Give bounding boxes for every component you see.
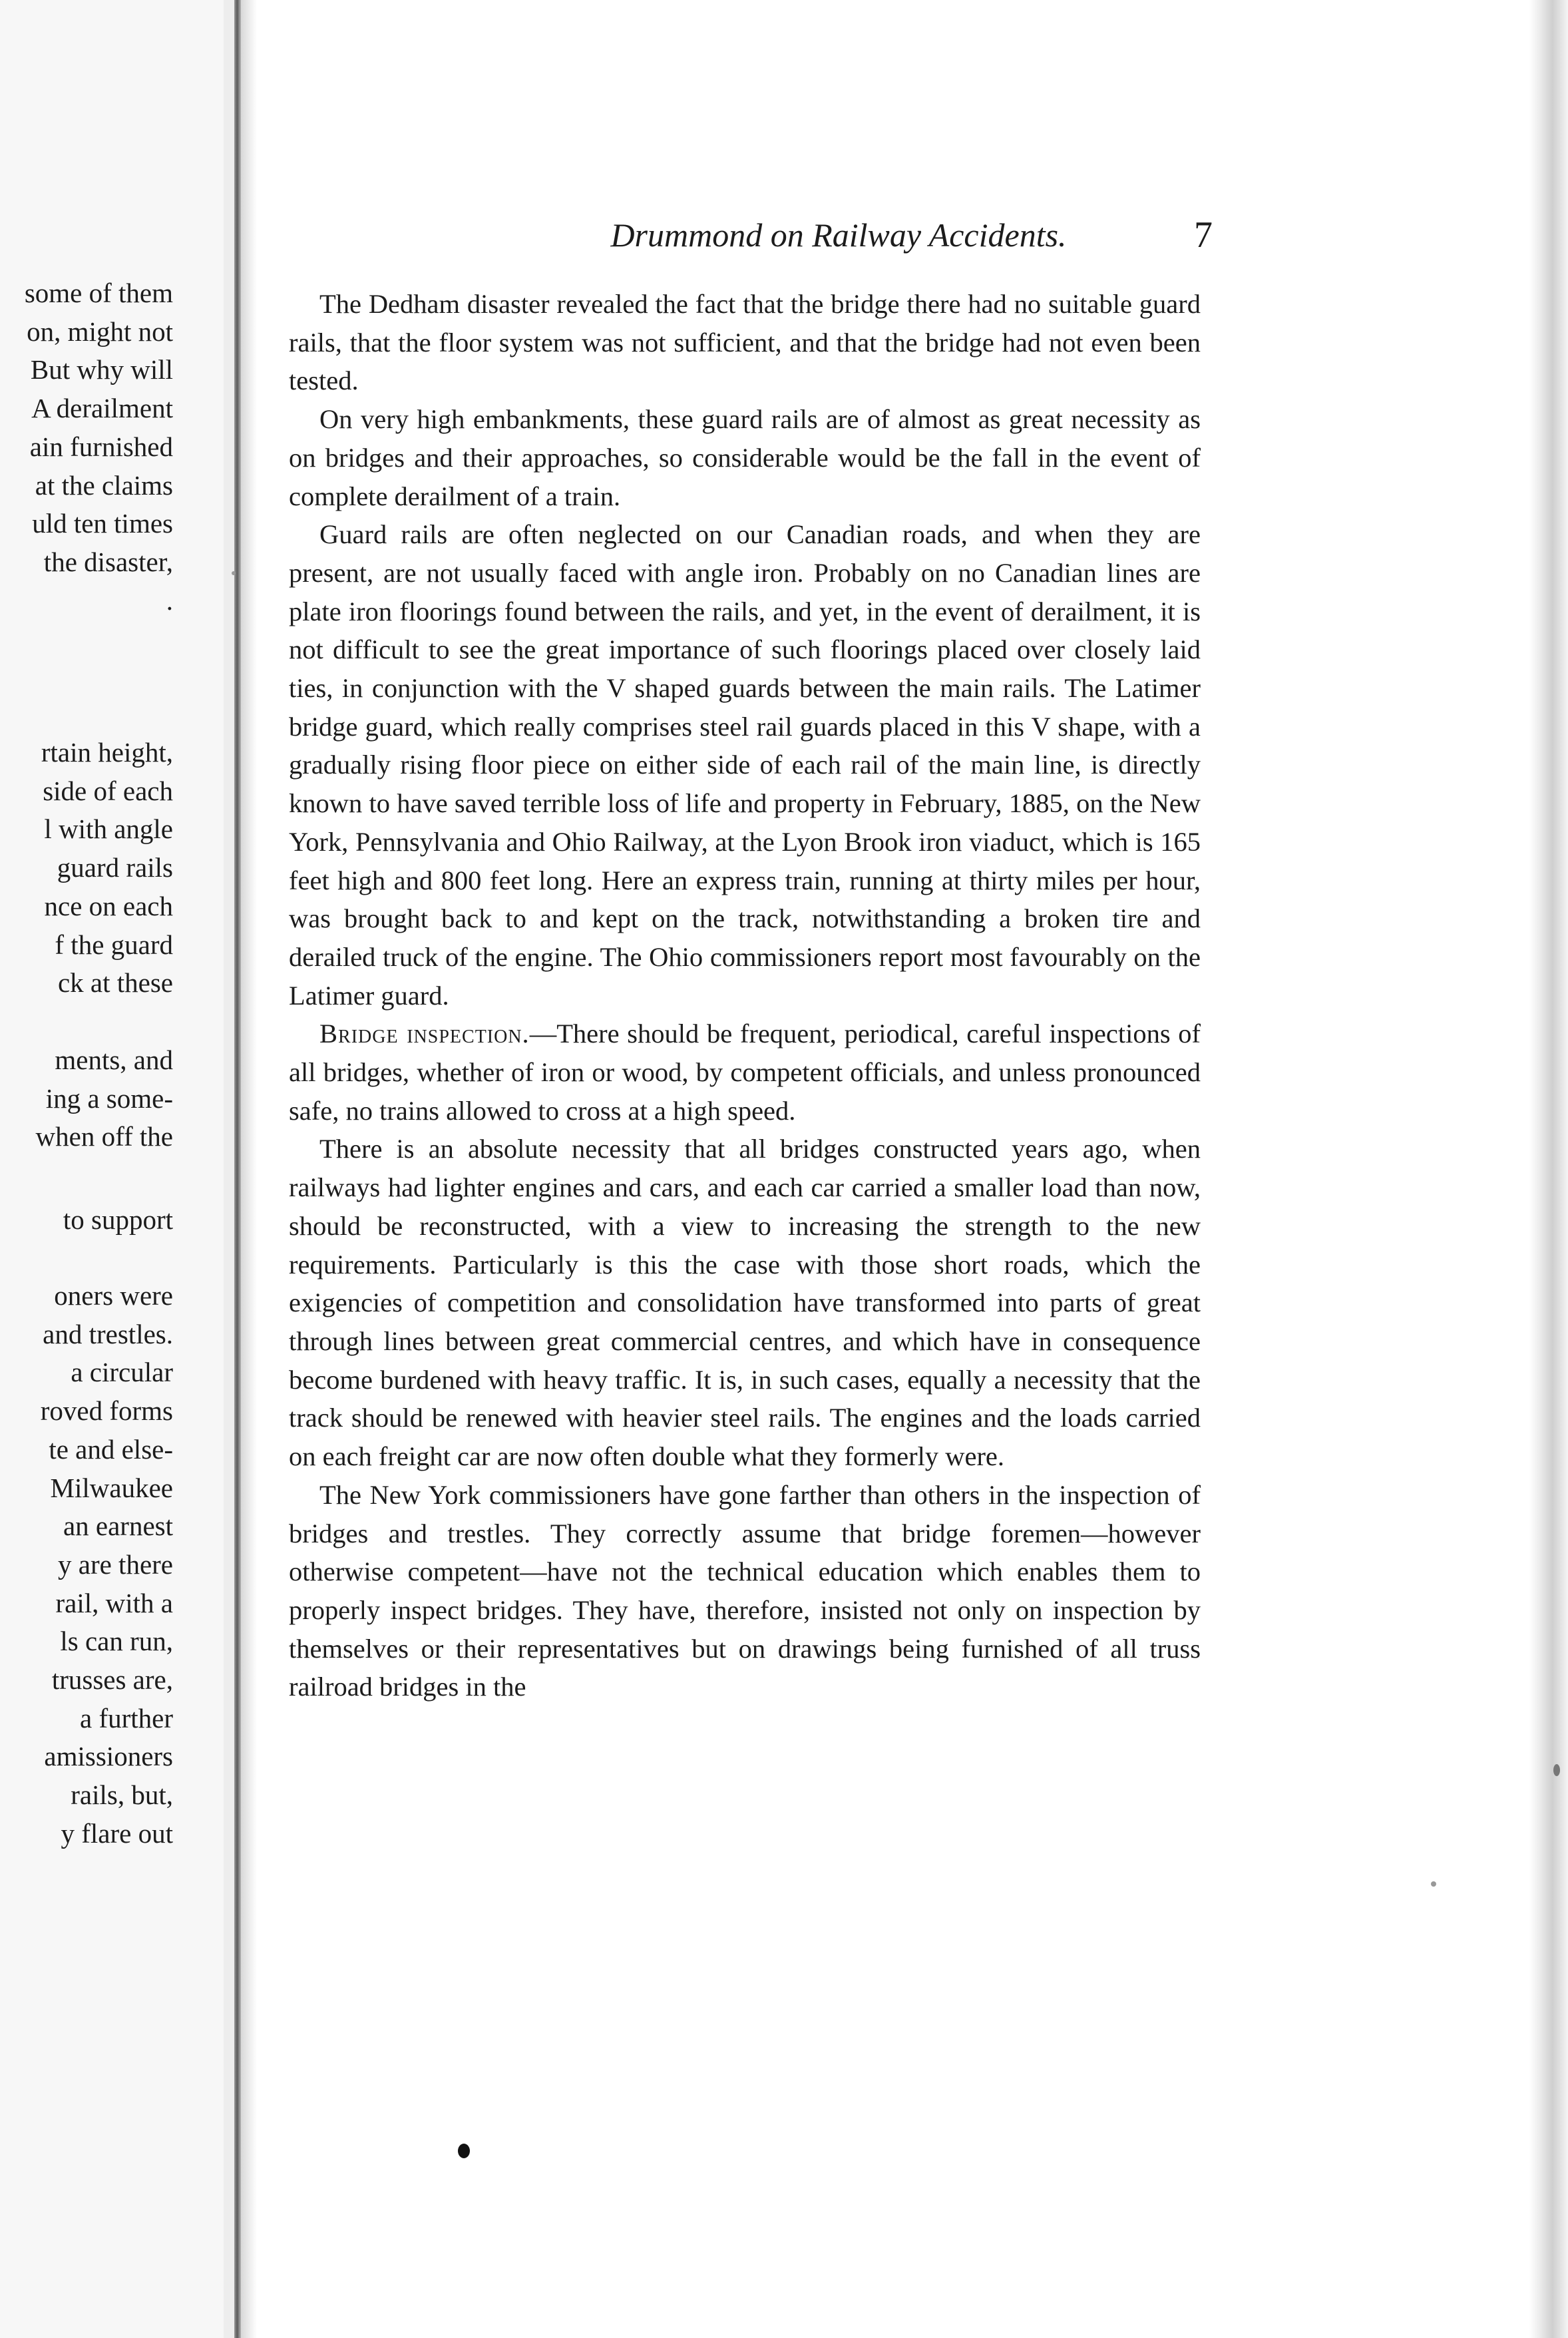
previous-page-line: side of each (43, 775, 173, 806)
scan-speck (1553, 1764, 1560, 1776)
previous-page-line: nce on each (44, 890, 173, 921)
previous-page-line: ing a some- (45, 1082, 173, 1114)
previous-page-line: when off the (35, 1121, 173, 1152)
previous-page-line: . (166, 584, 173, 616)
previous-page-line: But why will (30, 354, 173, 385)
previous-page-line: ck at these (57, 967, 173, 999)
previous-page-line: oners were (54, 1280, 173, 1311)
previous-page-line: roved forms (40, 1395, 173, 1427)
previous-page-line: y are there (58, 1548, 173, 1580)
previous-page-line: rail, with a (55, 1587, 173, 1618)
previous-page-line: the disaster, (43, 546, 173, 577)
gutter-shadow (241, 0, 257, 2338)
paragraph-text: —There should be frequent, periodical, careful inspections of all bridges, whether of iron or wood, by competent officials, and unless pronounced safe, no trains allowed to cross at a high speed. (289, 1019, 1201, 1126)
body-text (289, 285, 1201, 1706)
previous-page-line: at the claims (35, 469, 173, 501)
paragraph-new-york-commissioners: The New York commissioners have gone farther than others in the inspection of bridges and trestles. They correctly assume that bridge foremen—however otherwise competent—have not the technical education which enables them to properly inspect bridges. They have, therefore, insisted not only on inspection by themselves or their representatives but on drawings being furnished of all truss railroad bridges in the (289, 1479, 1201, 1702)
previous-page-line: a further (80, 1702, 173, 1734)
previous-page-line: Milwaukee (50, 1472, 173, 1503)
previous-page-line: l with angle (44, 814, 173, 845)
paragraph-embankments: On very high embankments, these guard rails are of almost as great necessity as on bridges and their approaches, so considerable would be the fall in the event of complete derailment of a train. (289, 404, 1201, 511)
running-title: Drummond on Railway Accidents. (610, 216, 1067, 254)
previous-page-fragment (0, 0, 224, 2338)
previous-page-line: on, might not (27, 316, 173, 347)
paragraph-reconstruction: There is an absolute necessity that all bridges constructed years ago, when railways had lighter engines and cars, and each car carried a smaller load than now, should be reconstructed, with a view to increasing the strength to the new requirements. Particularly is this the case with those short roads, which the exigencies of competition and consolidation have transformed into parts of great through lines between great commercial centres, and which have in consequence become burdened with heavy traffic. It is, in such cases, equally a necessity that the track should be renewed with heavier steel rails. The engines and the loads carried on each freight car are now often double what they formerly were. (289, 1134, 1201, 1472)
previous-page-line: a circular (71, 1357, 173, 1388)
previous-page-line: te and else- (49, 1433, 173, 1465)
previous-page-line: to support (63, 1204, 173, 1235)
section-heading: Bridge inspection. (319, 1019, 530, 1049)
previous-page-line: ls can run, (60, 1626, 173, 1657)
previous-page-line: ments, and (55, 1045, 173, 1075)
previous-page-line: guard rails (57, 852, 173, 883)
scan-speck (232, 571, 236, 575)
previous-page-line: y flare out (61, 1817, 173, 1849)
previous-page-line: rtain height, (41, 737, 173, 768)
previous-page-line: some of them (24, 278, 173, 308)
page-edge (1529, 0, 1568, 2338)
previous-page-line: A derailment (31, 393, 173, 424)
previous-page-line: f the guard (55, 929, 173, 960)
previous-page-line: trusses are, (51, 1664, 173, 1695)
scan-speck (1431, 1881, 1436, 1887)
paragraph-guard-rails: Guard rails are often neglected on our Canadian roads, and when they are present, are not usually faced with angle iron. Probably on no Canadian lines are plate iron floorings found between the rails, and yet, in the event of derailment, it is not difficult to see the great importance of such floorings placed over closely laid ties, in conjunction with the V shaped guards between the main rails. The Latimer bridge guard, which really comprises steel rail guards placed in this V shape, with a gradually rising floor piece on either side of each rail of the main line, is directly known to have saved terrible loss of life and property in February, 1885, on the New York, Pennsylvania and Ohio Railway, at the Lyon Brook iron viaduct, which is 165 feet high and 800 feet long. Here an express train, running at thirty miles per hour, was brought back to and kept on the track, notwithstanding a broken tire and derailed truck of the engine. The Ohio commissioners report most favourably on the Latimer guard. (289, 519, 1201, 1011)
book-gutter (234, 0, 241, 2338)
previous-page-line: amissioners (44, 1741, 173, 1772)
previous-page-line: and trestles. (43, 1318, 173, 1349)
previous-page-line: ain furnished (29, 431, 173, 462)
previous-page-line: an earnest (63, 1511, 173, 1542)
paragraph-bridge-inspection (289, 1015, 1201, 1130)
previous-page-line: rails, but, (71, 1779, 173, 1811)
paragraph-dedham: The Dedham disaster revealed the fact that the bridge there had no suitable guard rails, that the floor system was not sufficient, and that the bridge had not even been tested. (289, 289, 1201, 396)
page-number: 7 (1194, 214, 1213, 256)
ink-dot (458, 2144, 470, 2158)
previous-page-line: uld ten times (32, 508, 173, 539)
